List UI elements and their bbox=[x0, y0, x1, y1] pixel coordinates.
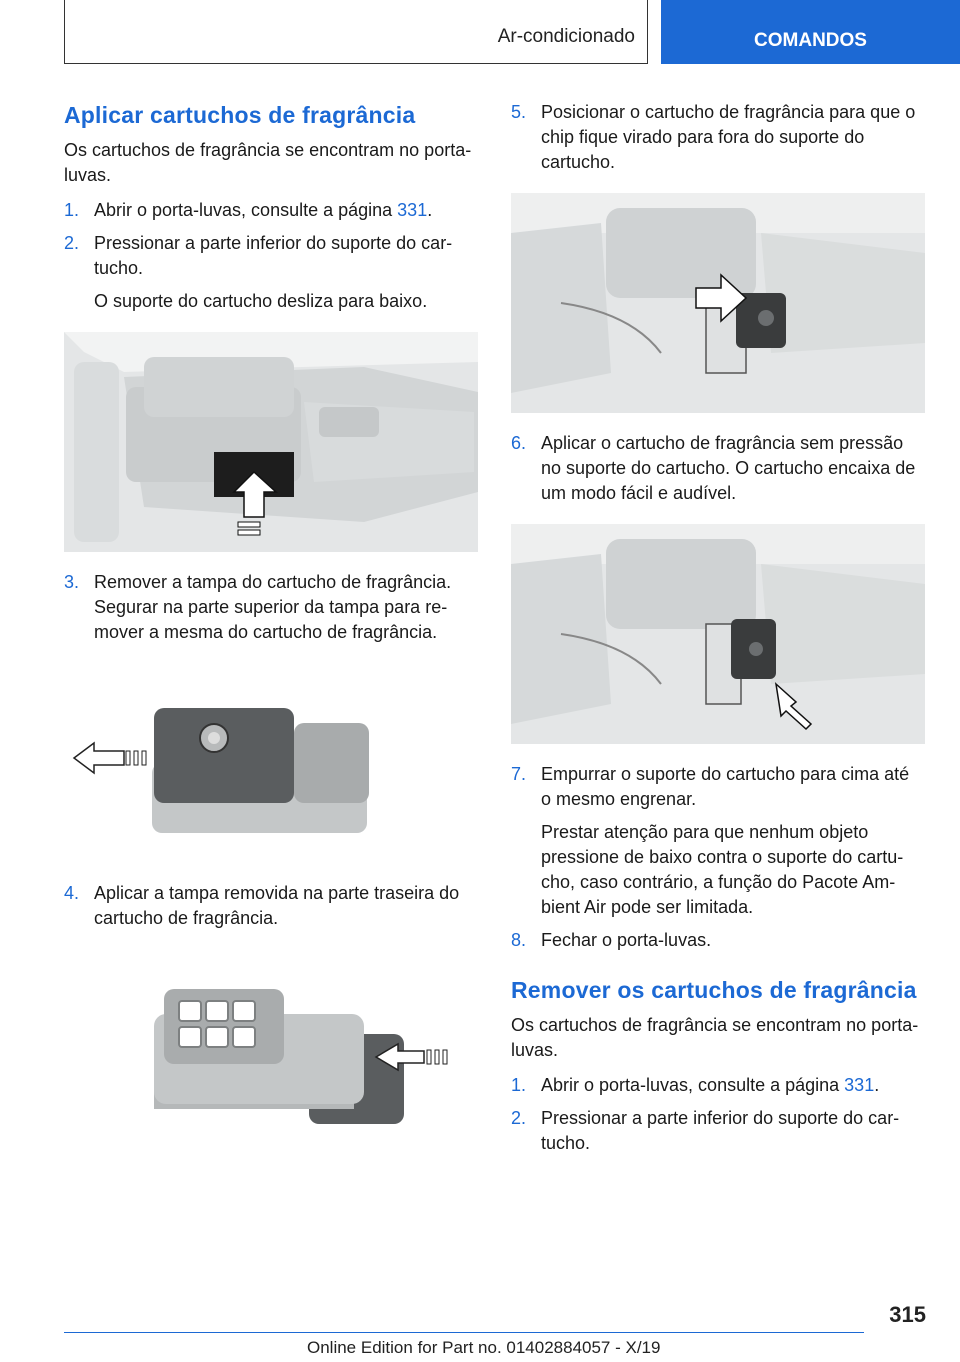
page-link[interactable]: 331 bbox=[844, 1075, 875, 1095]
remove-step-1 bbox=[511, 1073, 923, 1098]
step-number: 5. bbox=[511, 102, 527, 122]
step-number: 7. bbox=[511, 764, 527, 784]
step-text-post: . bbox=[427, 200, 433, 220]
right-column bbox=[511, 100, 923, 1164]
figure-glovebox-press-holder bbox=[64, 332, 476, 552]
step-text: Pressionar a parte inferior do suporte do car-tucho. bbox=[94, 233, 453, 278]
step-text: Aplicar o cartucho de fragrância sem pressão no suporte do cartucho. O cartucho encaixa de um modo fácil e audível. bbox=[541, 433, 916, 503]
step-number: 1. bbox=[64, 200, 80, 220]
step-text: Pressionar a parte inferior do suporte do car-tucho. bbox=[541, 1108, 900, 1153]
header-frame bbox=[64, 0, 648, 64]
step-4 bbox=[64, 881, 476, 931]
step-note: Prestar atenção para que nenhum objeto pressione de baixo contra o suporte do cartu-cho, caso contrário, a função do Pacote Am-bient Air pode ser limitada. bbox=[541, 822, 904, 917]
figure-remove-cap bbox=[64, 663, 476, 863]
step-8 bbox=[511, 928, 923, 953]
step-text bbox=[541, 1073, 923, 1098]
edition-note: Online Edition for Part no. 01402884057 - X/19 bbox=[307, 1338, 661, 1357]
step-text bbox=[94, 198, 476, 223]
step-note: O suporte do cartucho desliza para baixo. bbox=[94, 291, 428, 311]
step-number: 1. bbox=[511, 1075, 527, 1095]
header-tab-label: COMANDOS bbox=[754, 30, 867, 51]
section-intro-apply: Os cartuchos de fragrância se encontram no porta-luvas. bbox=[64, 140, 472, 185]
glovebox-photo-2 bbox=[511, 193, 925, 413]
step-text-pre: Abrir o porta-luvas, consulte a página bbox=[94, 200, 398, 220]
section-remove bbox=[511, 975, 923, 1156]
remove-step-2 bbox=[511, 1106, 923, 1156]
section-title-apply: Aplicar cartuchos de fragrância bbox=[64, 102, 416, 128]
glovebox-photo-1 bbox=[64, 332, 478, 552]
header-chapter-tab[interactable] bbox=[661, 0, 960, 64]
page-link[interactable]: 331 bbox=[397, 200, 428, 220]
cartridge-attach-cap-drawing bbox=[64, 949, 476, 1149]
glovebox-photo-3 bbox=[511, 524, 925, 744]
section-title-remove: Remover os cartuchos de fragrância bbox=[511, 977, 917, 1003]
step-text-post: . bbox=[874, 1075, 880, 1095]
step-6 bbox=[511, 431, 923, 506]
figure-attach-cap bbox=[64, 949, 476, 1149]
footer-rule bbox=[64, 1332, 864, 1333]
step-number: 4. bbox=[64, 883, 80, 903]
step-text-pre: Abrir o porta-luvas, consulte a página bbox=[541, 1075, 845, 1095]
section-intro-remove: Os cartuchos de fragrância se encontram no porta-luvas. bbox=[511, 1015, 919, 1060]
header-section-title: Ar-condicionado bbox=[497, 26, 635, 47]
step-text: Posicionar o cartucho de fragrância para que o chip fique virado para fora do suporte do cartucho. bbox=[541, 102, 916, 172]
left-column bbox=[64, 100, 476, 1167]
step-number: 3. bbox=[64, 572, 80, 592]
step-text: Empurrar o suporte do cartucho para cima até o mesmo engrenar. bbox=[541, 764, 910, 809]
step-number: 6. bbox=[511, 433, 527, 453]
step-2 bbox=[64, 231, 476, 314]
step-number: 2. bbox=[511, 1108, 527, 1128]
step-text: Aplicar a tampa removida na parte traseira do cartucho de fragrância. bbox=[94, 883, 460, 928]
step-7 bbox=[511, 762, 923, 920]
step-number: 8. bbox=[511, 930, 527, 950]
step-text: Remover a tampa do cartucho de fragrância. Segurar na parte superior da tampa para re-mover a mesma do cartucho de fragrância. bbox=[94, 572, 452, 642]
step-text: Fechar o porta-luvas. bbox=[541, 930, 712, 950]
step-number: 2. bbox=[64, 233, 80, 253]
figure-insert-cartridge bbox=[511, 524, 923, 744]
figure-position-cartridge bbox=[511, 193, 923, 413]
step-1 bbox=[64, 198, 476, 223]
step-5 bbox=[511, 100, 923, 175]
step-3 bbox=[64, 570, 476, 645]
cartridge-remove-cap-drawing bbox=[64, 663, 476, 863]
page-number: 315 bbox=[889, 1302, 926, 1327]
